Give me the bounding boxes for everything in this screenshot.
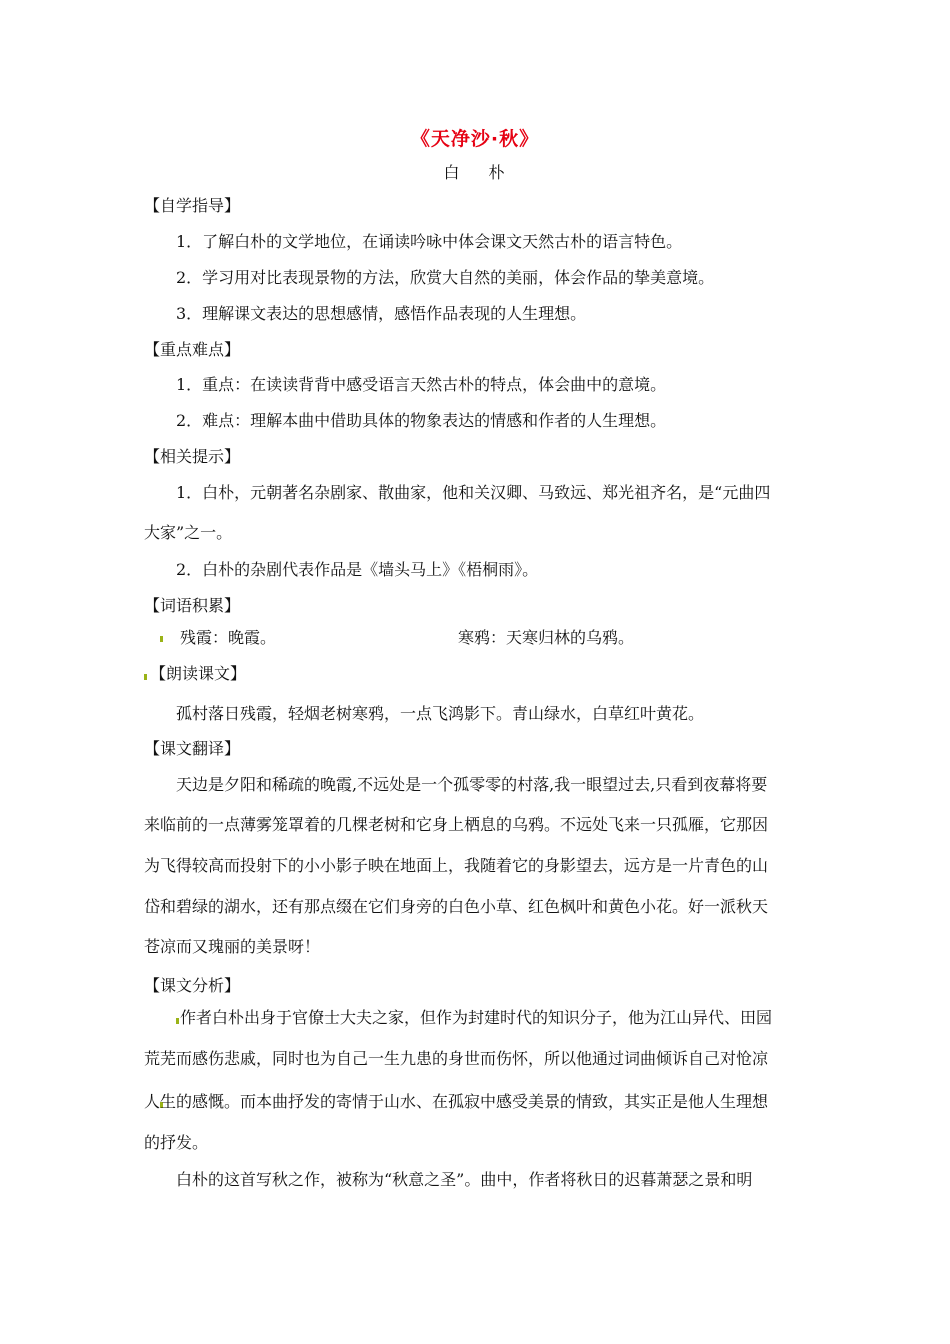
section-heading-reading: 【朗读课文】 [150,664,247,683]
hints-item: 2．白朴的杂剧代表作品是《墙头马上》《梧桐雨》。 [176,560,539,579]
translation-line: 岱和碧绿的湖水，还有那点缀在它们身旁的白色小草、红色枫叶和黄色小花。好一派秋天 [144,897,769,916]
vocab-entry: 残霞：晚霞。 [180,628,277,647]
section-heading-self-study: 【自学指导】 [144,196,241,215]
section-heading-translation: 【课文翻译】 [144,739,241,758]
section-heading-vocab: 【词语积累】 [144,596,241,615]
translation-line: 天边是夕阳和稀疏的晚霞,不远处是一个孤零零的村落,我一眼望过去,只看到夜幕将要 [176,775,768,794]
analysis-line: 人生的感慨。而本曲抒发的寄情于山水、在孤寂中感受美景的情致，其实正是他人生理想 [144,1092,769,1111]
author-name: 白 朴 [443,163,517,182]
translation-line: 来临前的一点薄雾笼罩着的几棵老树和它身上栖息的乌鸦。不远处飞来一只孤雁，它那因 [144,815,769,834]
page-title: 《天净沙·秋》 [410,128,540,150]
analysis-line: 的抒发。 [144,1133,209,1152]
marker-dot [160,636,163,642]
hints-item-line: 1．白朴，元朝著名杂剧家、散曲家，他和关汉卿、马致远、郑光祖齐名，是“元曲四 [176,483,771,502]
translation-line: 为飞得较高而投射下的小小影子映在地面上，我随着它的身影望去，远方是一片青色的山 [144,856,769,875]
section-heading-key-points: 【重点难点】 [144,340,241,359]
analysis-line: 荒芜而感伤悲戚，同时也为自己一生九患的身世而伤怀，所以他通过词曲倾诉自己对怆凉 [144,1049,769,1068]
marker-dot [144,674,147,680]
key-points-item: 1．重点：在读读背背中感受语言天然古朴的特点，体会曲中的意境。 [176,375,667,394]
hints-item-line: 大家”之一。 [144,523,233,542]
section-heading-hints: 【相关提示】 [144,447,241,466]
self-study-item: 2．学习用对比表现景物的方法，欣赏大自然的美丽，体会作品的挚美意境。 [176,268,715,287]
analysis-line: 白朴的这首写秋之作，被称为“秋意之圣”。曲中，作者将秋日的迟暮萧瑟之景和明 [176,1170,753,1189]
analysis-line: 作者白朴出身于官僚士大夫之家，但作为封建时代的知识分子，他为江山异代、田园 [180,1008,773,1027]
self-study-item: 3．理解课文表达的思想感情，感悟作品表现的人生理想。 [176,304,587,323]
reading-text: 孤村落日残霞，轻烟老树寒鸦，一点飞鸿影下。青山绿水，白草红叶黄花。 [176,704,705,723]
section-heading-analysis: 【课文分析】 [144,976,241,995]
vocab-entry: 寒鸦：天寒归林的乌鸦。 [458,628,635,647]
key-points-item: 2．难点：理解本曲中借助具体的物象表达的情感和作者的人生理想。 [176,411,667,430]
translation-line: 苍凉而又瑰丽的美景呀！ [144,937,321,956]
self-study-item: 1．了解白朴的文学地位，在诵读吟咏中体会课文天然古朴的语言特色。 [176,232,683,251]
marker-dot [176,1018,179,1024]
